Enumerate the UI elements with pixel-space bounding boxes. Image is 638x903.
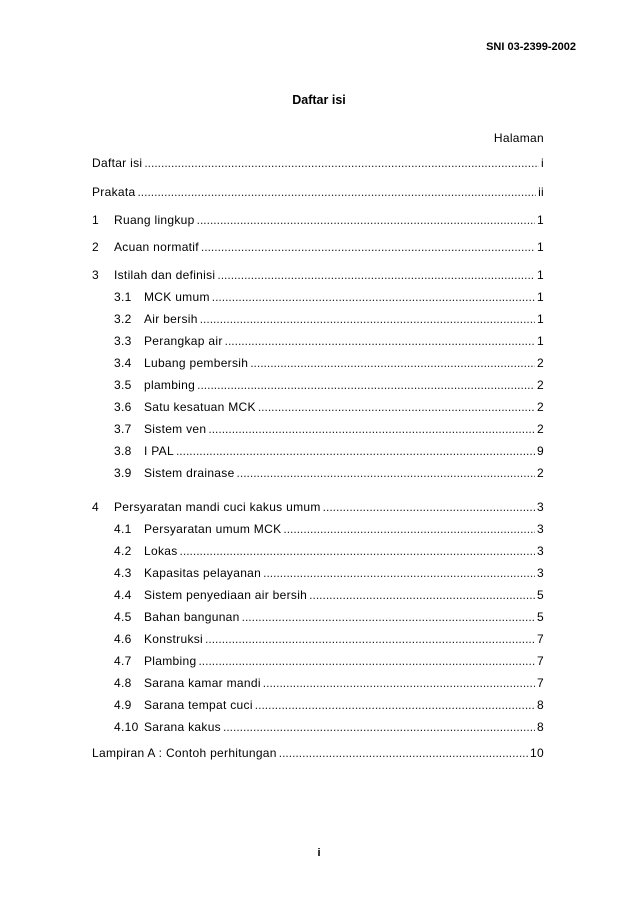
toc-entry-label: Prakata — [92, 185, 136, 199]
toc-subentry[interactable] — [114, 356, 544, 372]
toc-entry-page: 1 — [537, 213, 544, 227]
toc-entry-page: 8 — [537, 720, 544, 734]
dot-leader — [137, 185, 536, 199]
toc-entry-number: 1 — [92, 213, 99, 227]
toc-entry-label: Sarana kakus — [144, 720, 221, 734]
toc-entry-page: 2 — [537, 466, 544, 480]
toc-entry-label: Lampiran A : Contoh perhitungan — [92, 746, 277, 760]
toc-subentry[interactable] — [114, 588, 544, 604]
toc-entry[interactable] — [92, 213, 544, 229]
dot-leader — [197, 213, 535, 227]
toc-entry[interactable] — [92, 185, 544, 201]
toc-entry-label: Lokas — [144, 544, 178, 558]
toc-entry-page: ii — [538, 185, 544, 199]
toc-entry-number: 3.1 — [114, 290, 132, 304]
toc-entry-label: Istilah dan definisi — [114, 268, 216, 282]
toc-subentry[interactable] — [114, 312, 544, 328]
toc-entry-number: 3.2 — [114, 312, 132, 326]
dot-leader — [225, 334, 535, 348]
toc-entry-number: 4.1 — [114, 522, 132, 536]
toc-subentry[interactable] — [114, 444, 544, 460]
toc-entry-number: 3.3 — [114, 334, 132, 348]
toc-subentry[interactable] — [114, 378, 544, 394]
dot-leader — [263, 676, 535, 690]
dot-leader — [258, 400, 535, 414]
toc-entry-number: 4.7 — [114, 654, 132, 668]
toc-subentry[interactable] — [114, 544, 544, 560]
toc-subentry[interactable] — [114, 466, 544, 482]
toc-entry-page: 3 — [537, 544, 544, 558]
toc-subentry[interactable] — [114, 400, 544, 416]
dot-leader — [237, 466, 535, 480]
dot-leader — [205, 632, 535, 646]
toc-entry-number: 4.8 — [114, 676, 132, 690]
toc-entry-number: 4 — [92, 500, 99, 514]
toc-entry-label: Daftar isi — [92, 156, 143, 170]
dot-leader — [263, 566, 535, 580]
toc-entry-label: Sarana tempat cuci — [144, 698, 253, 712]
toc-entry-page: 2 — [537, 422, 544, 436]
toc-entry-page: 7 — [537, 632, 544, 646]
toc-entry-number: 2 — [92, 240, 99, 254]
dot-leader — [176, 444, 535, 458]
toc-entry-page: 2 — [537, 356, 544, 370]
toc-entry-label: Lubang pembersih — [144, 356, 249, 370]
toc-entry-label: Konstruksi — [144, 632, 204, 646]
toc-entry-page: 2 — [537, 400, 544, 414]
page-number: i — [317, 847, 321, 859]
toc-entry-label: Plambing — [144, 654, 197, 668]
toc-entry-page: 5 — [537, 610, 544, 624]
toc-entry-page: 1 — [537, 312, 544, 326]
toc-entry-number: 3 — [92, 268, 99, 282]
toc-subentry[interactable] — [114, 566, 544, 582]
dot-leader — [255, 698, 535, 712]
toc-entry[interactable] — [92, 268, 544, 284]
toc-entry-label: Sistem ven — [144, 422, 207, 436]
toc-entry-page: 3 — [537, 566, 544, 580]
toc-entry-number: 4.9 — [114, 698, 132, 712]
page-title: Daftar isi — [292, 93, 346, 107]
dot-leader — [250, 356, 535, 370]
toc-entry-number: 4.6 — [114, 632, 132, 646]
toc-entry-number: 4.3 — [114, 566, 132, 580]
toc-entry[interactable] — [92, 240, 544, 256]
toc-entry-number: 3.8 — [114, 444, 132, 458]
toc-entry-page: 9 — [537, 444, 544, 458]
toc-entry-page: 1 — [537, 268, 544, 282]
toc-entry-label: Satu kesatuan MCK — [144, 400, 256, 414]
dot-leader — [212, 290, 535, 304]
toc-entry-label: Persyaratan umum MCK — [144, 522, 282, 536]
toc-subentry[interactable] — [114, 290, 544, 306]
toc-entry-label: Bahan bangunan — [144, 610, 240, 624]
dot-leader — [242, 610, 535, 624]
dot-leader — [223, 720, 535, 734]
toc-entry-label: plambing — [144, 378, 196, 392]
dot-leader — [200, 312, 535, 326]
toc-entry-number: 3.4 — [114, 356, 132, 370]
toc-entry-label: Sistem drainase — [144, 466, 235, 480]
toc-entry-page: 2 — [537, 378, 544, 392]
toc-subentry[interactable] — [114, 676, 544, 692]
toc-entry-page: 10 — [530, 746, 544, 760]
toc-entry-number: 4.4 — [114, 588, 132, 602]
toc-entry-label: Air bersih — [144, 312, 198, 326]
toc-entry-label: Persyaratan mandi cuci kakus umum — [114, 500, 321, 514]
dot-leader — [279, 746, 528, 760]
dot-leader — [283, 522, 535, 536]
toc-entry[interactable] — [92, 156, 544, 172]
toc-entry-number: 3.6 — [114, 400, 132, 414]
toc-entry-page: 3 — [537, 522, 544, 536]
toc-subentry[interactable] — [114, 632, 544, 648]
toc-entry-page: 1 — [537, 334, 544, 348]
toc-subentry[interactable] — [114, 720, 544, 736]
toc-subentry[interactable] — [114, 654, 544, 670]
toc-entry-page: 5 — [537, 588, 544, 602]
toc-entry-label: MCK umum — [144, 290, 210, 304]
dot-leader — [323, 500, 535, 514]
table-of-contents — [92, 0, 544, 903]
dot-leader — [197, 378, 535, 392]
dot-leader — [201, 240, 535, 254]
dot-leader — [217, 268, 535, 282]
toc-entry[interactable] — [92, 500, 544, 516]
toc-entry-label: Sarana kamar mandi — [144, 676, 261, 690]
toc-entry-page: 7 — [537, 654, 544, 668]
dot-leader — [309, 588, 535, 602]
dot-leader — [198, 654, 535, 668]
toc-entry-number: 3.7 — [114, 422, 132, 436]
page-column-label: Halaman — [493, 131, 544, 145]
toc-subentry[interactable] — [114, 698, 544, 714]
toc-entry-label: Sistem penyediaan air bersih — [144, 588, 308, 602]
toc-entry-page: 8 — [537, 698, 544, 712]
toc-subentry[interactable] — [114, 522, 544, 538]
dot-leader — [208, 422, 535, 436]
toc-subentry[interactable] — [114, 610, 544, 626]
toc-entry-number: 3.5 — [114, 378, 132, 392]
toc-entry-label: Acuan normatif — [114, 240, 199, 254]
toc-entry-page: 7 — [537, 676, 544, 690]
toc-entry-page: 1 — [537, 240, 544, 254]
toc-entry-label: Kapasitas pelayanan — [144, 566, 262, 580]
toc-entry-number: 3.9 — [114, 466, 132, 480]
toc-entry-label: Ruang lingkup — [114, 213, 195, 227]
dot-leader — [144, 156, 539, 170]
toc-subentry[interactable] — [114, 422, 544, 438]
toc-entry[interactable] — [92, 746, 544, 762]
toc-entry-page: 1 — [537, 290, 544, 304]
toc-entry-number: 4.2 — [114, 544, 132, 558]
toc-entry-label: I PAL — [144, 444, 174, 458]
toc-entry-page: i — [541, 156, 544, 170]
toc-subentry[interactable] — [114, 334, 544, 350]
dot-leader — [180, 544, 535, 558]
document-number: SNI 03-2399-2002 — [486, 41, 576, 53]
toc-entry-number: 4.10 — [114, 720, 139, 734]
toc-entry-page: 3 — [537, 500, 544, 514]
toc-entry-number: 4.5 — [114, 610, 132, 624]
toc-entry-label: Perangkap air — [144, 334, 223, 348]
